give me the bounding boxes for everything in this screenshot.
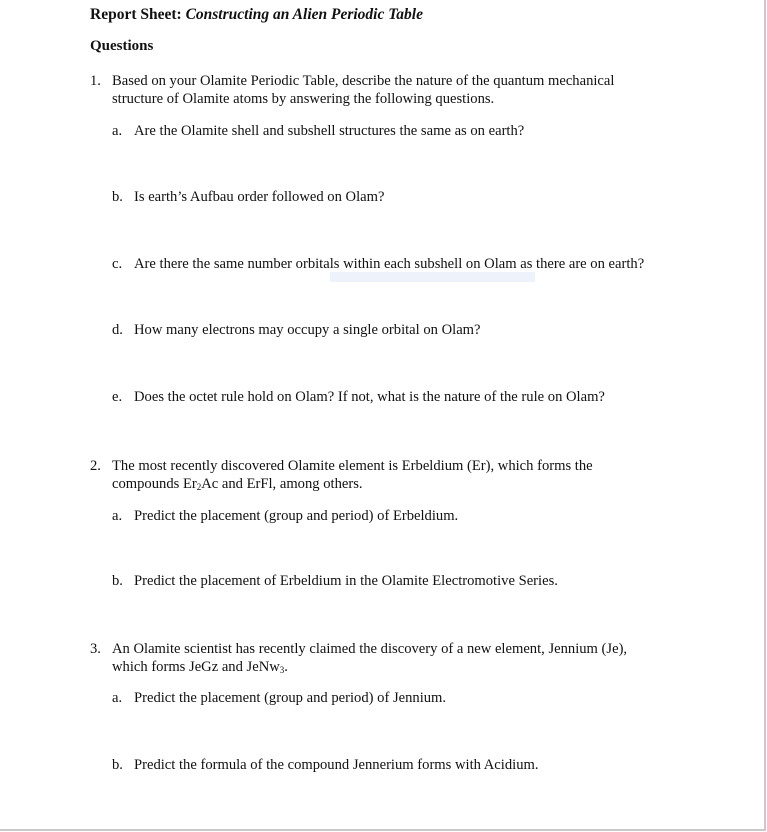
report-title [90,6,423,24]
question-line: structure of Olamite atoms by answering the following questions. [112,91,495,107]
formula-part: Ac and ErFl, among others. [201,476,363,492]
question-number: 2. [90,458,101,474]
question-number: 3. [90,641,101,657]
sub-letter: a. [112,123,123,139]
question-1 [90,72,690,108]
sub-letter: a. [112,690,123,706]
formula-subscript: 2 [196,482,202,492]
sub-text: Predict the placement (group and period) of Erbeldium. [134,508,459,524]
question-line [112,658,288,679]
sub-letter: d. [112,322,123,338]
question-number: 1. [90,73,101,89]
question-2 [90,457,690,493]
sub-letter: b. [112,573,123,589]
sub-letter: e. [112,389,123,405]
question-3 [90,640,690,676]
question-line: The most recently discovered Olamite element is Erbeldium (Er), which forms the [112,458,593,474]
sub-letter: b. [112,189,123,205]
sub-text: Predict the formula of the compound Jennerium forms with Acidium. [134,757,539,773]
question-line: An Olamite scientist has recently claimed the discovery of a new element, Jennium (Je), [112,641,628,657]
sub-text: Does the octet rule hold on Olam? If not, what is the nature of the rule on Olam? [134,389,605,405]
questions-heading: Questions [90,38,154,54]
formula-part: compounds Er [112,476,197,492]
sub-text: Predict the placement (group and period) of Jennium. [134,690,447,706]
question-line [112,475,363,496]
formula-part: which forms JeGz and JeNw [112,659,280,675]
sub-letter: a. [112,508,123,524]
sub-text: Predict the placement of Erbeldium in the Olamite Electromotive Series. [134,573,558,589]
sub-text: Are the Olamite shell and subshell structures the same as on earth? [134,123,525,139]
title-label: Report Sheet: [90,6,182,23]
sub-text: Are there the same number orbitals within each subshell on Olam as there are on earth? [134,256,645,272]
formula-subscript: 3 [279,665,285,675]
faint-highlight [330,272,535,282]
title-subject: Constructing an Alien Periodic Table [185,6,423,23]
sub-text: How many electrons may occupy a single orbital on Olam? [134,322,481,338]
sub-text: Is earth’s Aufbau order followed on Olam? [134,189,385,205]
question-line: Based on your Olamite Periodic Table, describe the nature of the quantum mechanical [112,73,615,89]
sub-letter: c. [112,256,123,272]
formula-part: . [284,659,288,675]
sub-letter: b. [112,757,123,773]
